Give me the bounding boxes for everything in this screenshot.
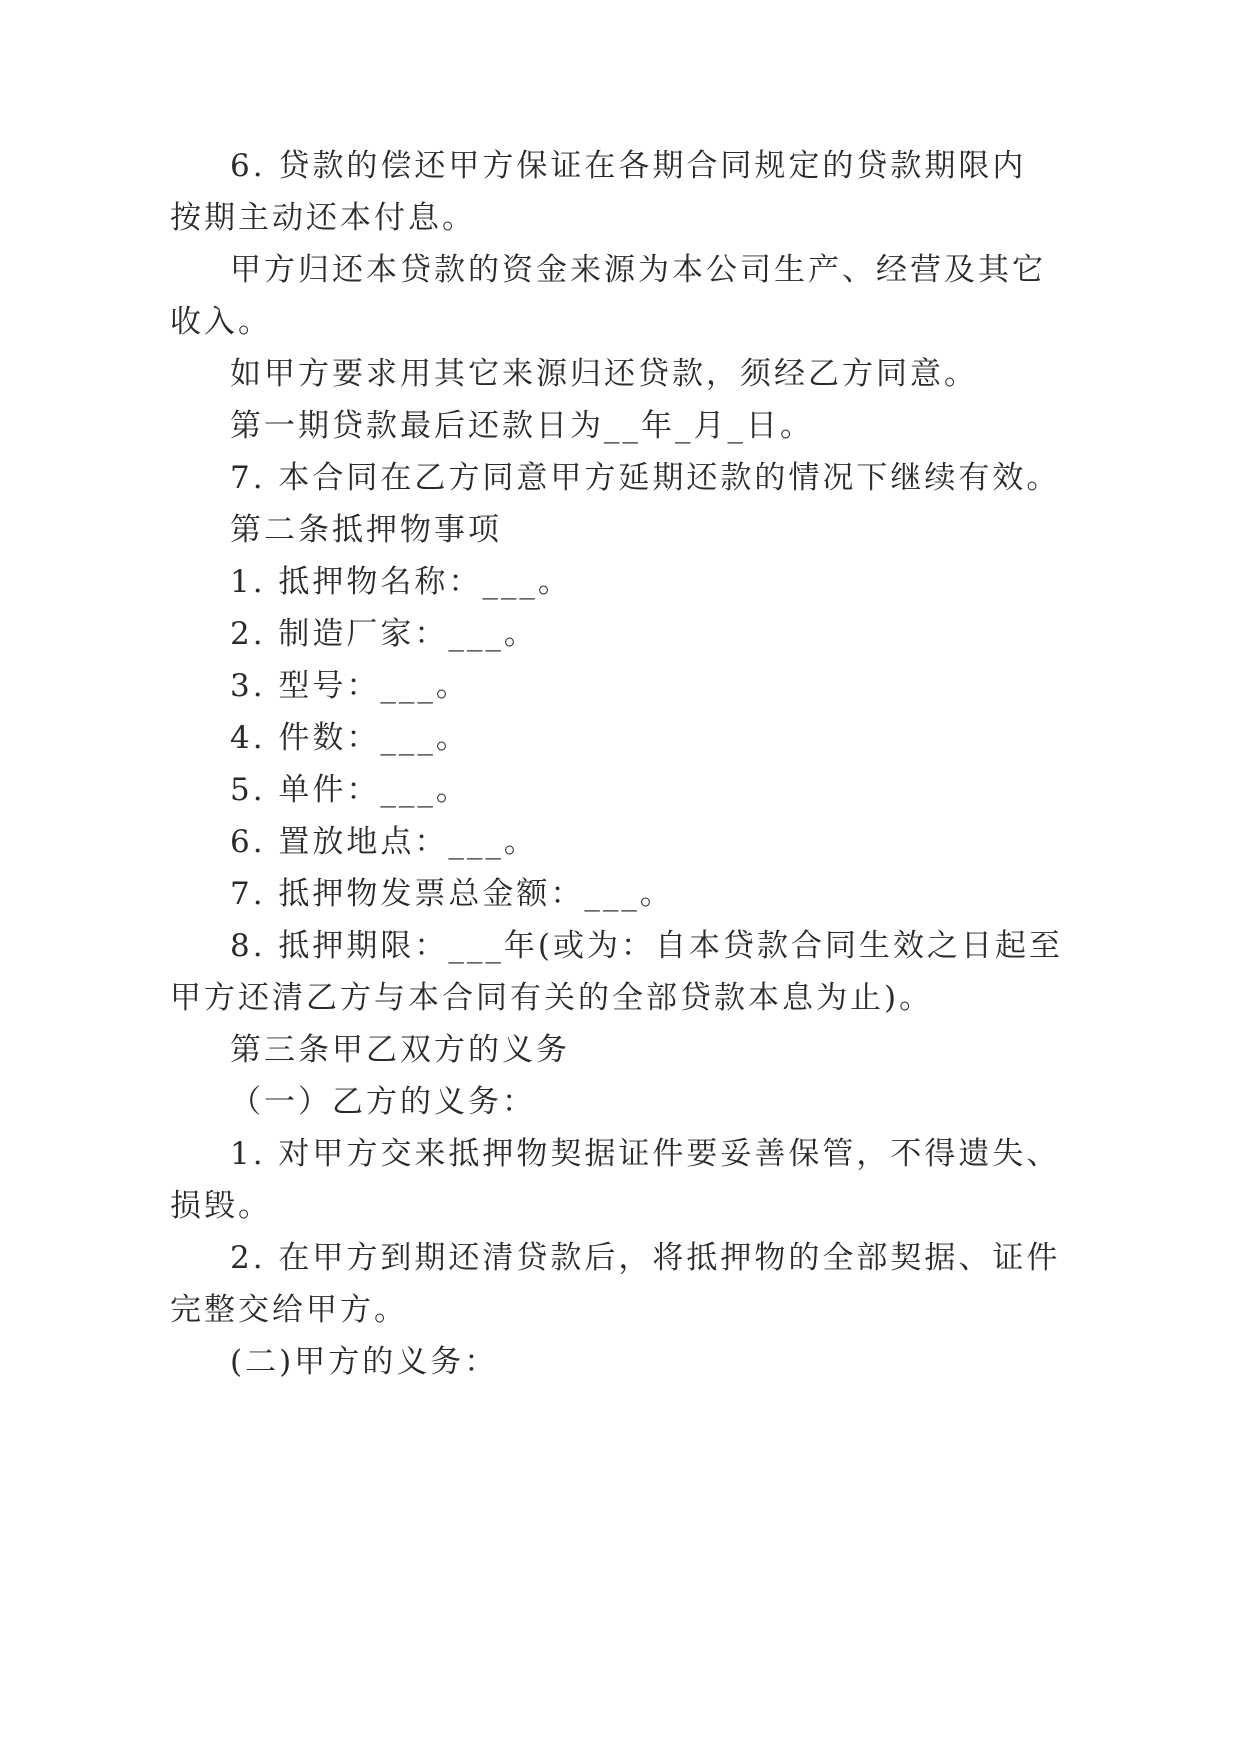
paragraph-line: 第一期贷款最后还款日为__年_月_日。: [230, 408, 814, 444]
paragraph-line: 1. 抵押物名称：___。: [230, 564, 572, 600]
paragraph-line: 4. 件数：___。: [230, 720, 470, 756]
paragraph-line: 3. 型号：___。: [230, 668, 470, 704]
paragraph-line: 1. 对甲方交来抵押物契据证件要妥善保管，不得遗失、: [230, 1136, 1061, 1172]
subsection-heading: （一）乙方的义务：: [230, 1084, 536, 1120]
paragraph-line: 2. 在甲方到期还清贷款后，将抵押物的全部契据、证件: [230, 1240, 1061, 1276]
paragraph-line: 6. 贷款的偿还甲方保证在各期合同规定的贷款期限内: [230, 148, 1027, 184]
paragraph-line: 如甲方要求用其它来源归还贷款，须经乙方同意。: [230, 356, 978, 392]
paragraph-line: 收入。: [170, 304, 272, 340]
paragraph-line: 甲方还清乙方与本合同有关的全部贷款本息为止)。: [170, 980, 934, 1016]
paragraph-line: 7. 抵押物发票总金额：___。: [230, 876, 674, 912]
paragraph-line: 甲方归还本贷款的资金来源为本公司生产、经营及其它: [230, 252, 1046, 288]
paragraph-line: 2. 制造厂家：___。: [230, 616, 538, 652]
paragraph-line: 7. 本合同在乙方同意甲方延期还款的情况下继续有效。: [230, 460, 1061, 496]
paragraph-line: 8. 抵押期限：___年(或为：自本贷款合同生效之日起至: [230, 928, 1064, 964]
subsection-heading: (二)甲方的义务：: [230, 1344, 499, 1380]
paragraph-line: 5. 单件：___。: [230, 772, 470, 808]
paragraph-line: 按期主动还本付息。: [170, 200, 476, 236]
section-heading: 第三条甲乙双方的义务: [230, 1032, 570, 1068]
paragraph-line: 6. 置放地点：___。: [230, 824, 538, 860]
paragraph-line: 损毁。: [170, 1188, 272, 1224]
paragraph-line: 完整交给甲方。: [170, 1292, 408, 1328]
section-heading: 第二条抵押物事项: [230, 512, 502, 548]
